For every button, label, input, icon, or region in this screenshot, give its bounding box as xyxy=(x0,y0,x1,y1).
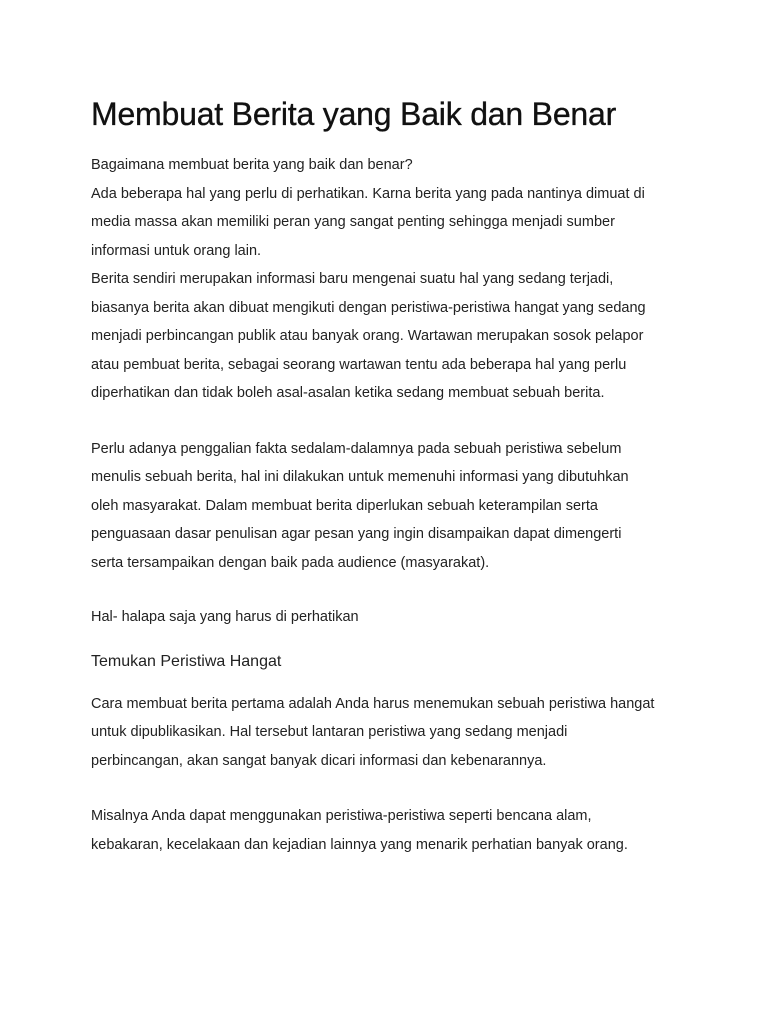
intro-line: informasi untuk orang lain. xyxy=(91,242,262,259)
example-paragraph xyxy=(91,802,691,859)
fact-line: penguasaan dasar penulisan agar pesan yang ingin disampaikan dapat dimengerti xyxy=(91,526,622,542)
intro-line: menjadi perbincangan publik atau banyak orang. Wartawan merupakan sosok pelapor xyxy=(91,328,644,344)
intro-line: biasanya berita akan dibuat mengikuti dengan peristiwa-peristiwa hangat yang sedang xyxy=(91,299,646,316)
section-heading: Temukan Peristiwa Hangat xyxy=(91,652,282,670)
intro-line: Bagaimana membuat berita yang baik dan benar? xyxy=(91,157,413,173)
fact-line: serta tersampaikan dengan baik pada audience (masyarakat). xyxy=(91,554,490,571)
event-line: Cara membuat berita pertama adalah Anda harus menemukan sebuah peristiwa hangat xyxy=(91,695,655,712)
fact-line: oleh masyarakat. Dalam membuat berita diperlukan sebuah keterampilan serta xyxy=(91,497,598,514)
hal-text: Hal- halapa saja yang harus di perhatikan xyxy=(91,609,359,625)
intro-line: media massa akan memiliki peran yang sangat penting sehingga menjadi sumber xyxy=(91,214,615,230)
intro-line: Berita sendiri merupakan informasi baru mengenai suatu hal yang sedang terjadi, xyxy=(91,271,614,287)
intro-line: diperhatikan dan tidak boleh asal-asalan ketika sedang membuat sebuah berita. xyxy=(91,385,605,401)
event-line: perbincangan, akan sangat banyak dicari informasi dan kebenarannya. xyxy=(91,752,547,769)
fact-line: Perlu adanya penggalian fakta sedalam-dalamnya pada sebuah peristiwa sebelum xyxy=(91,440,622,457)
intro-paragraph xyxy=(91,151,691,408)
intro-line: Ada beberapa hal yang perlu di perhatikan. Karna berita yang pada nantinya dimuat di xyxy=(91,185,645,202)
fact-paragraph xyxy=(91,435,691,578)
hal-line xyxy=(91,603,691,632)
fact-line: menulis sebuah berita, hal ini dilakukan untuk memenuhi informasi yang dibutuhkan xyxy=(91,469,629,485)
example-line: Misalnya Anda dapat menggunakan peristiwa-peristiwa seperti bencana alam, xyxy=(91,808,592,824)
event-line: untuk dipublikasikan. Hal tersebut lantaran peristiwa yang sedang menjadi xyxy=(91,724,568,740)
example-line: kebakaran, kecelakaan dan kejadian lainnya yang menarik perhatian banyak orang. xyxy=(91,836,628,853)
intro-line: atau pembuat berita, sebagai seorang wartawan tentu ada beberapa hal yang perlu xyxy=(91,356,627,373)
document-title: Membuat Berita yang Baik dan Benar xyxy=(91,96,617,132)
document-page xyxy=(91,94,691,859)
event-paragraph xyxy=(91,690,691,776)
